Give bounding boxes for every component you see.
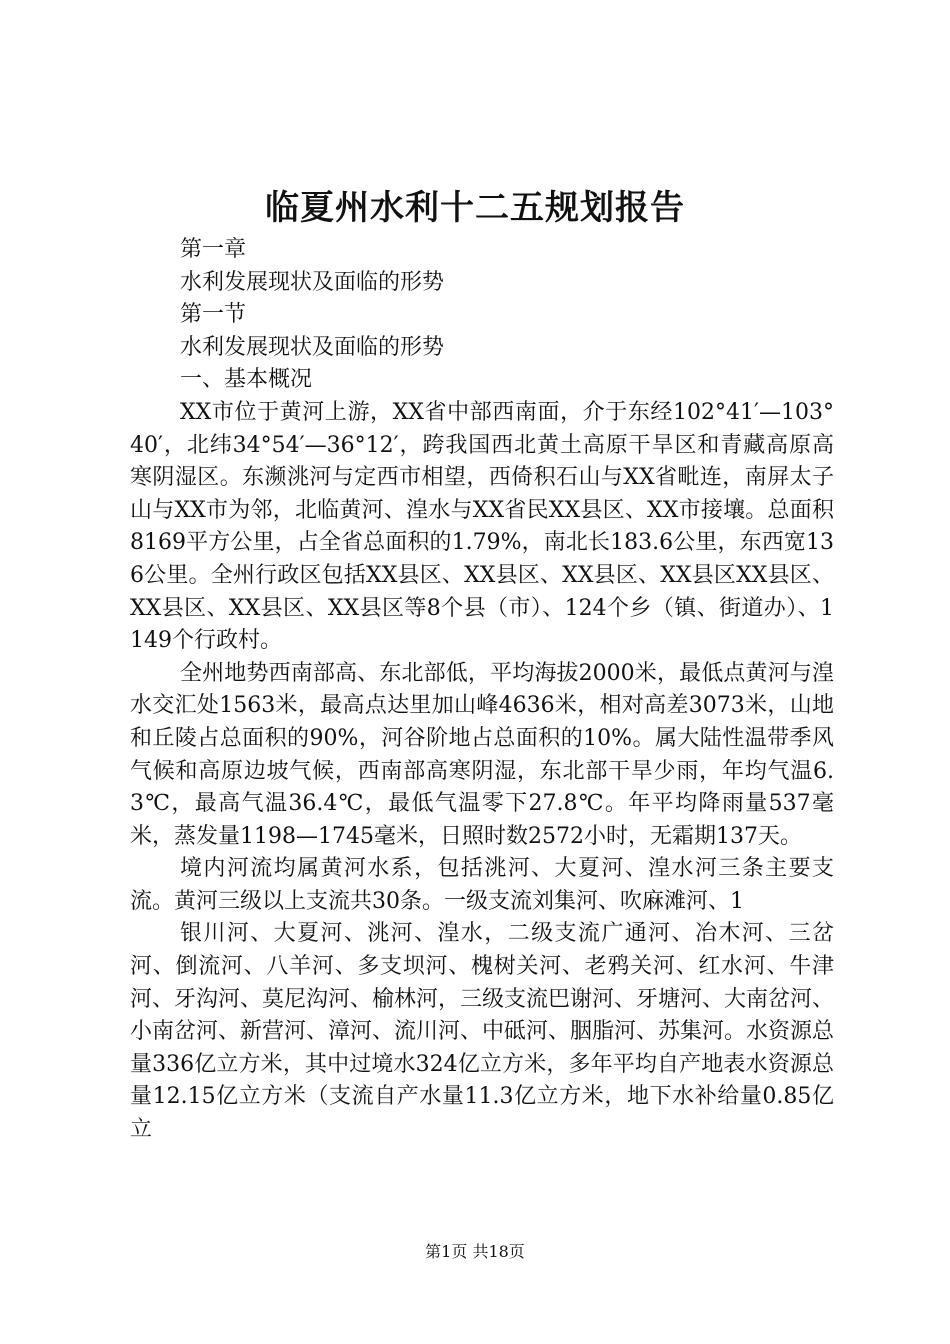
chapter-title: 水利发展现状及面临的形势 <box>180 269 445 295</box>
paragraph-location: XX市位于黄河上游，XX省中部西南面，介于东经102°41′—103°40′，北纬34°54′—36°12′，跨我国西北黄土高原干旱区和青藏高原高寒阴湿区。东濒洮河与定西市相望，西倚积石山与XX省毗连，南屏太子山与XX市为邻，北临黄河、湟水与XX省民XX县区、XX市接壤。总面积8169平方公里，占全省总面积的1.79%，南北长183.6公里，东西宽136公里。全州行政区包括XX县区、XX县区、XX县区、XX县区XX县区、XX县区、XX县区、XX县区等8个县（市）、124个乡（镇、街道办）、1149个行政村。 <box>130 399 834 654</box>
section-title: 水利发展现状及面临的形势 <box>180 334 445 360</box>
chapter-heading: 第一章 <box>180 237 247 262</box>
paragraph-tributaries: 银川河、大夏河、洮河、湟水，二级支流广通河、冶木河、三岔河、倒流河、八羊河、多支坝河、槐树关河、老鸦关河、红水河、牛津河、牙沟河、莫尼沟河、榆林河，三级支流巴谢河、牙塘河、大南岔河、小南岔河、新营河、漳河、流川河、中砥河、胭脂河、苏集河。水资源总量336亿立方米，其中过境水324亿立方米，多年平均自产地表水资源总量12.15亿立方米（支流自产水量11.3亿立方米，地下水补给量0.85亿立 <box>130 921 835 1143</box>
page-number-footer: 第1页 共18页 <box>425 1242 525 1261</box>
paragraph-terrain-climate: 全州地势西南部高、东北部低，平均海拔2000米，最低点黄河与湟水交汇处1563米，最高点达里加山峰4636米，相对高差3073米，山地和丘陵占总面积的90%，河谷阶地占总面积的10%。属大陆性温带季风气候和高原边坡气候，西南部高寒阴湿，东北部干旱少雨，年均气温6.3℃，最高气温36.4℃，最低气温零下27.8℃。年平均降雨量537毫米，蒸发量1198—1745毫米，日照时数2572小时，无霜期137天。 <box>130 660 834 849</box>
section-heading: 第一节 <box>180 302 247 328</box>
document-body <box>130 234 834 1147</box>
paragraph-rivers: 境内河流均属黄河水系，包括洮河、大夏河、湟水河三条主要支流。黄河三级以上支流共30条。一级支流刘集河、吹麻滩河、1 <box>130 856 834 914</box>
document-title: 临夏州水利十二五规划报告 <box>265 188 685 228</box>
subsection-heading: 一、基本概况 <box>180 367 313 393</box>
